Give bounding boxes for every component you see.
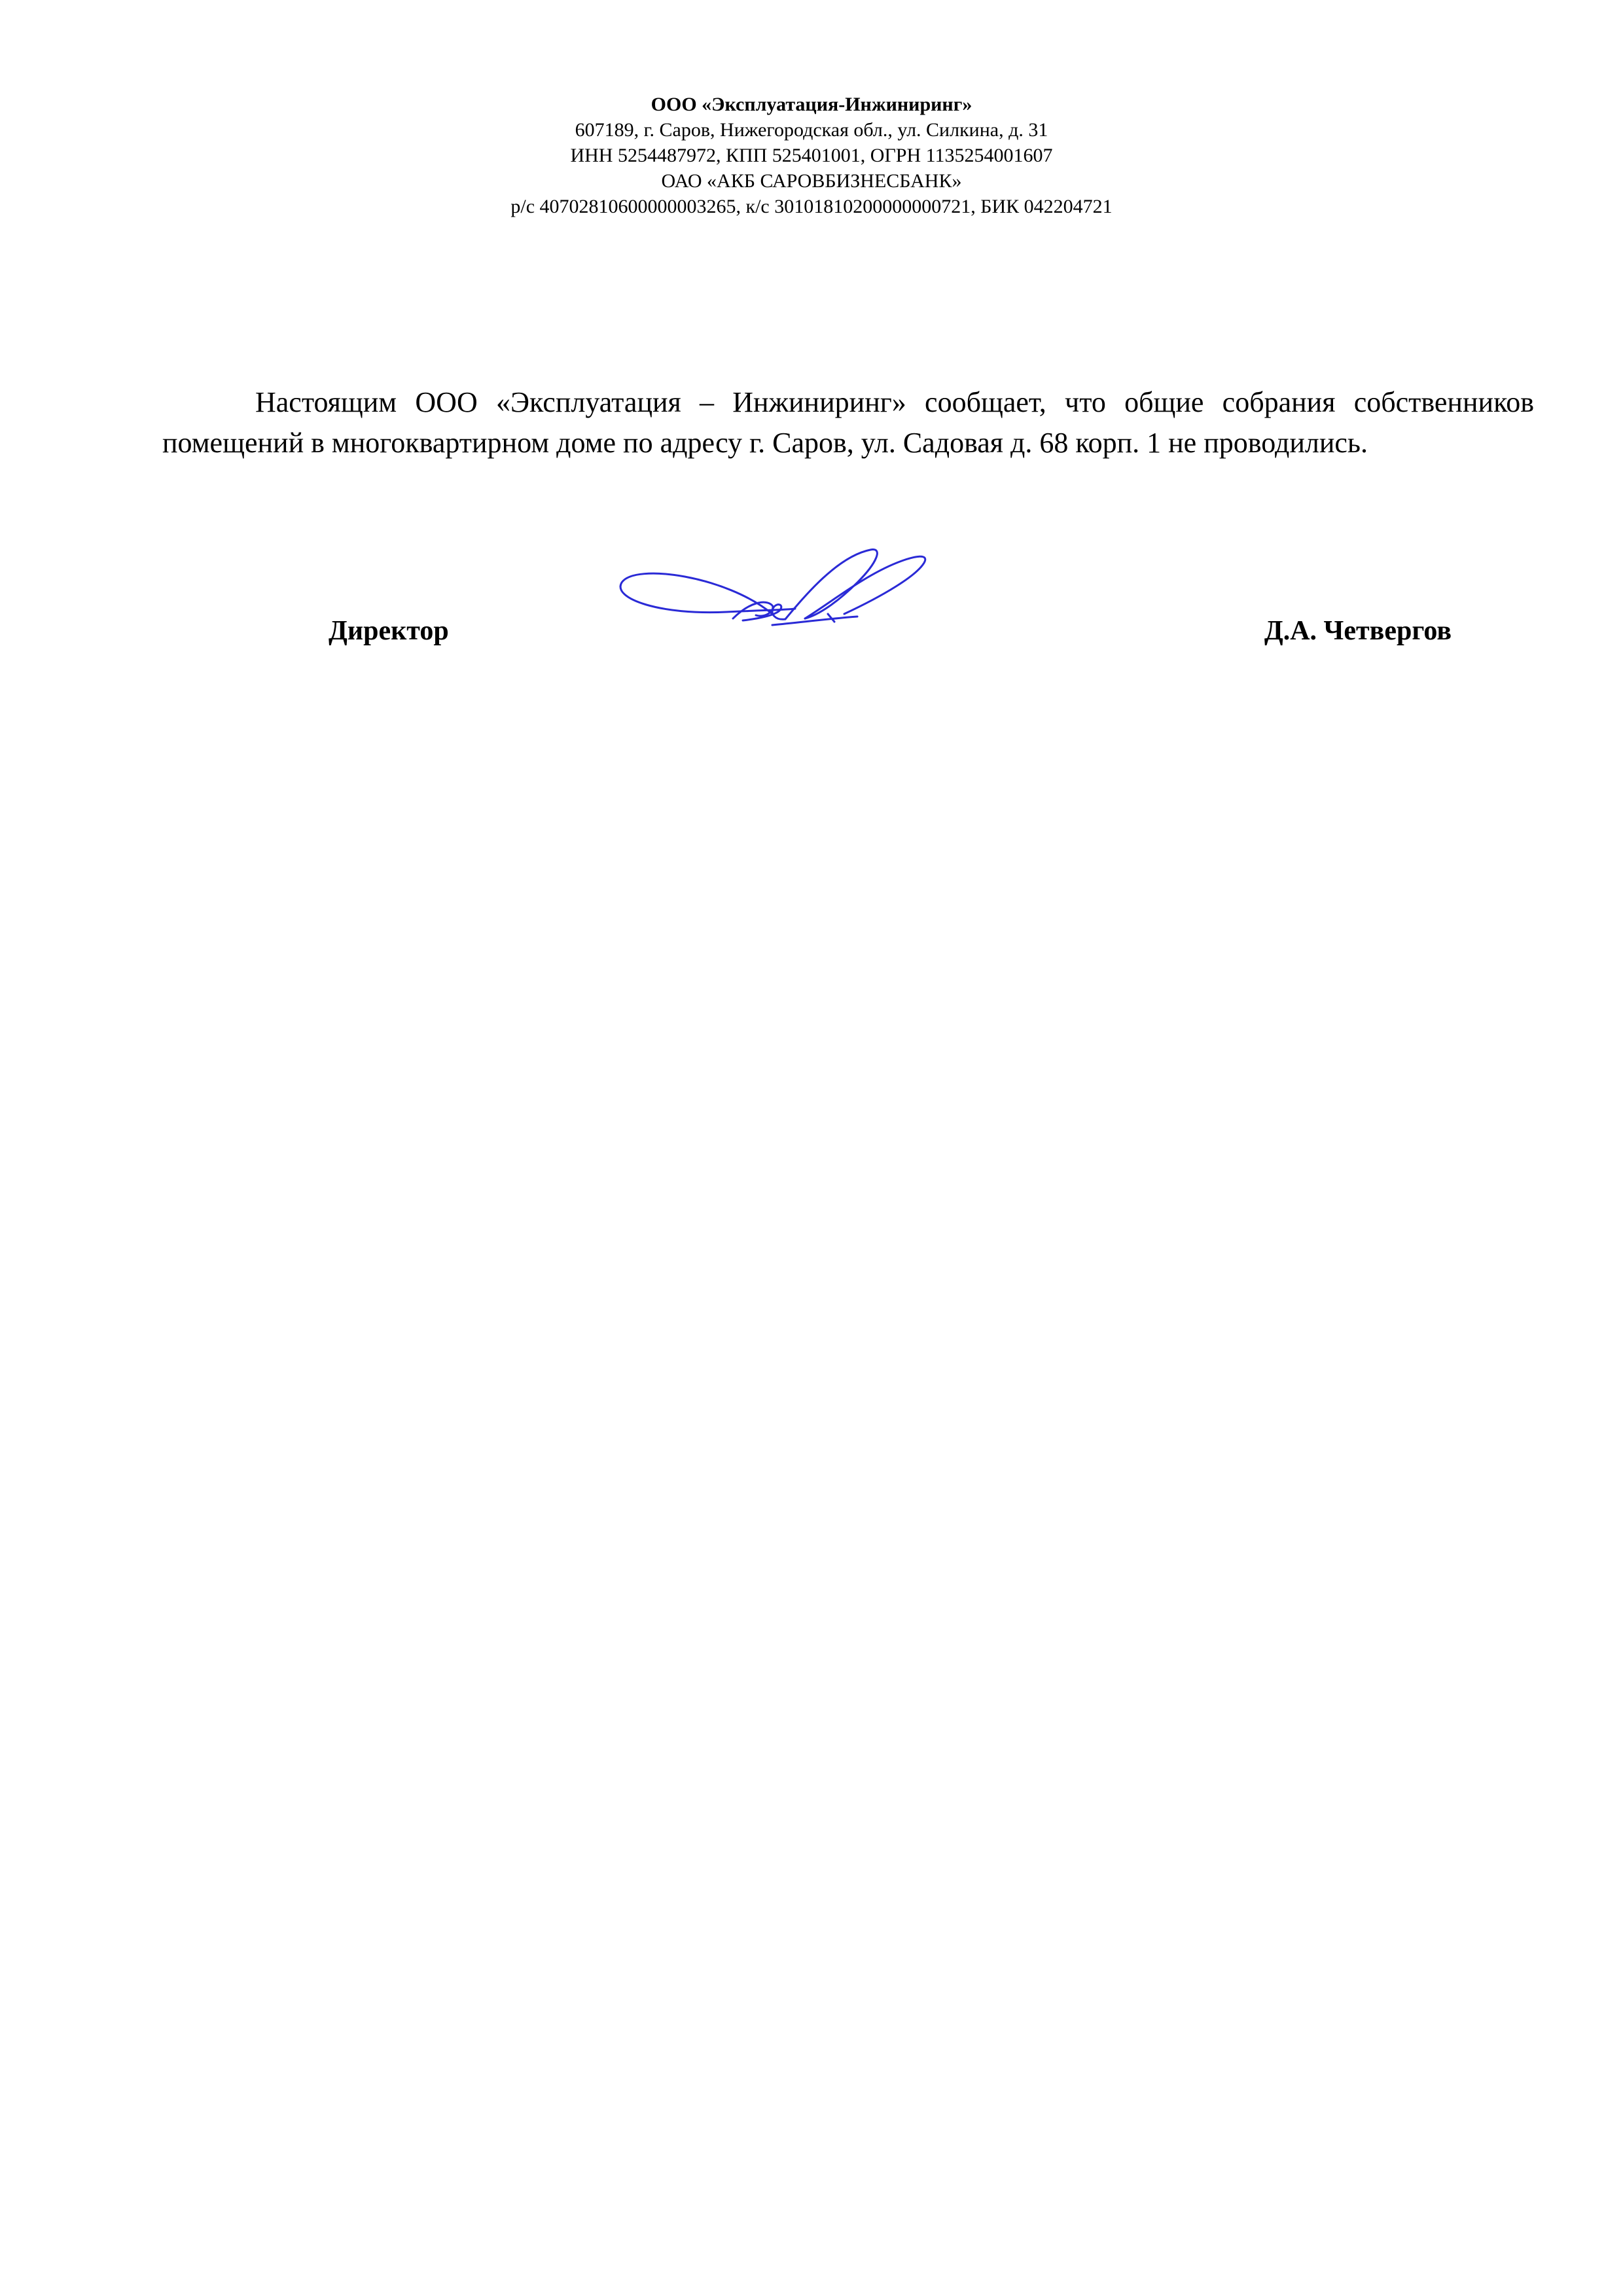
org-accounts: р/с 40702810600000003265, к/с 30101810200000000721, БИК 042204721 [510,196,1113,217]
signer-name: Д.А. Четвергов [1264,616,1452,646]
org-bank: ОАО «АКБ САРОВБИЗНЕСБАНК» [661,170,962,192]
letterhead [0,92,1623,219]
org-address: 607189, г. Саров, Нижегородская обл., ул. Силкина, д. 31 [575,119,1048,141]
signer-position: Директор [329,616,449,646]
signature-row [0,615,1623,668]
org-registration: ИНН 5254487972, КПП 525401001, ОГРН 1135254001607 [570,145,1053,166]
body-paragraph: Настоящим ООО «Эксплуатация – Инжиниринг» сообщает, что общие собрания собственников помещений в многоквартирном доме по адресу г. Саров, ул. Садовая д. 68 корп. 1 не проводились. [162,386,1534,459]
org-name: ООО «Эксплуатация-Инжиниринг» [651,94,972,115]
